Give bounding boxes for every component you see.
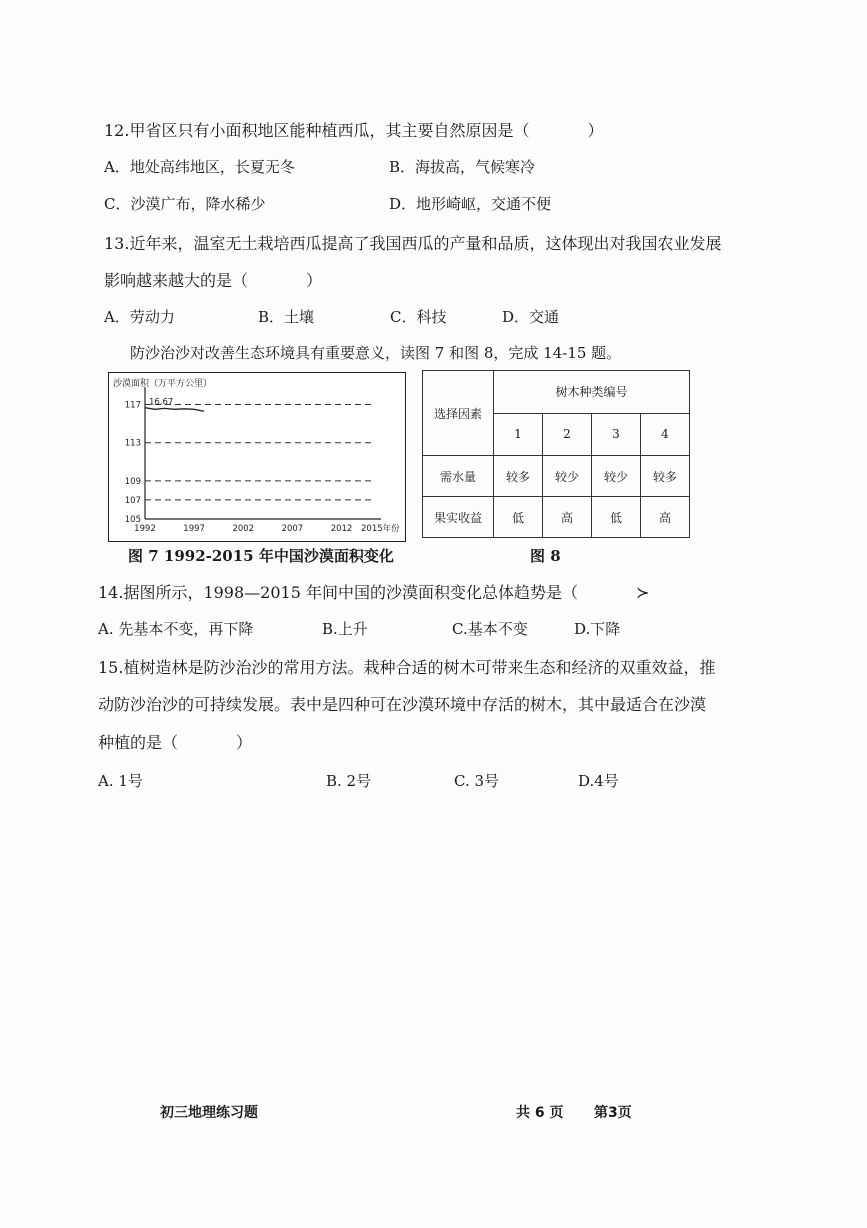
q14-option-c[interactable]: C.基本不变 [452,620,528,638]
q14-option-a[interactable]: A. 先基本不变，再下降 [98,620,254,638]
table-cell: 较少 [592,456,641,497]
y-tick-label: 113 [124,438,141,449]
table-cell: 较多 [494,456,543,497]
x-tick-label: 1992 [134,524,156,534]
q15-option-b[interactable]: B. 2号 [326,772,372,790]
q13-option-a[interactable]: A．劳动力 [104,308,175,326]
question-12-stem: 12.甲省区只有小面积地区能种植西瓜，其主要自然原因是（ ） [104,121,604,140]
q14-option-b[interactable]: B.上升 [322,620,368,638]
table-cell: 低 [494,497,543,538]
figure-7-caption: 图 7 1992-2015 年中国沙漠面积变化 [128,547,394,565]
q13-option-c[interactable]: C．科技 [390,308,447,326]
factor-header: 选择因素 [423,371,494,456]
x-tick-label: 2007 [281,524,304,534]
value-annotation: 16.67 [149,397,174,408]
q12-option-b[interactable]: B．海拔高，气候寒冷 [389,158,536,176]
q13-option-d[interactable]: D．交通 [502,308,560,326]
figure-8-table [422,370,690,538]
tree-id-2: 2 [543,413,592,456]
q15-option-a[interactable]: A. 1号 [98,772,143,790]
table-cell: 较多 [641,456,690,497]
type-header: 树木种类编号 [494,371,690,414]
table-row [423,456,690,497]
table-row [423,497,690,538]
x-tick-label: 1997 [183,524,205,534]
q12-option-d[interactable]: D．地形崎岖，交通不便 [389,195,552,213]
table-cell: 高 [543,497,592,538]
figure-8-caption: 图 8 [530,547,561,565]
table-cell: 高 [641,497,690,538]
question-14-stem: 14.据图所示，1998—2015 年间中国的沙漠面积变化总体趋势是（ ≻ [98,583,650,602]
table-cell: 较少 [543,456,592,497]
series-line [145,408,204,412]
question-13-line1: 13.近年来，温室无土栽培西瓜提高了我国西瓜的产量和品质，这体现出对我国农业发展 [104,234,722,253]
chart-svg [109,373,405,541]
x-tick-label: 2012 [330,524,353,534]
footer-title: 初三地理练习题 [160,1105,258,1121]
y-tick-label: 107 [124,495,141,506]
q12-option-a[interactable]: A．地处高纬地区，长夏无冬 [104,158,295,176]
intro-text: 防沙治沙对改善生态环境具有重要意义，读图 7 和图 8，完成 14-15 题。 [130,344,622,362]
tree-id-3: 3 [592,413,641,456]
row-label: 需水量 [423,456,494,497]
y-tick-label: 117 [124,400,141,411]
table-cell: 低 [592,497,641,538]
row-label: 果实收益 [423,497,494,538]
y-axis-label: 沙漠面积（万平方公里） [113,379,213,389]
tree-id-1: 1 [494,413,543,456]
question-15-line2: 动防沙治沙的可持续发展。表中是四种可在沙漠环境中存活的树木，其中最适合在沙漠 [98,695,707,714]
question-15-line3: 种植的是（ ） [98,733,253,752]
x-tick-label: 2002 [232,524,255,534]
q15-option-d[interactable]: D.4号 [578,772,619,790]
q15-option-c[interactable]: C. 3号 [454,772,500,790]
x-tick-label: 2015年份 [361,524,400,534]
question-13-line2: 影响越来越大的是（ ） [104,271,323,290]
figure-7-chart [108,372,406,542]
q13-option-b[interactable]: B．土壤 [258,308,315,326]
q12-option-c[interactable]: C．沙漠广布，降水稀少 [104,195,266,213]
y-tick-label: 109 [124,476,141,487]
y-tick-label: 105 [124,515,141,525]
tree-id-4: 4 [641,413,690,456]
footer-page-number: 第3页 [594,1105,632,1121]
q14-option-d[interactable]: D.下降 [574,620,621,638]
footer-total-pages: 共 6 页 [516,1105,564,1121]
question-15-line1: 15.植树造林是防沙治沙的常用方法。栽种合适的树木可带来生态和经济的双重效益，推 [98,658,716,677]
